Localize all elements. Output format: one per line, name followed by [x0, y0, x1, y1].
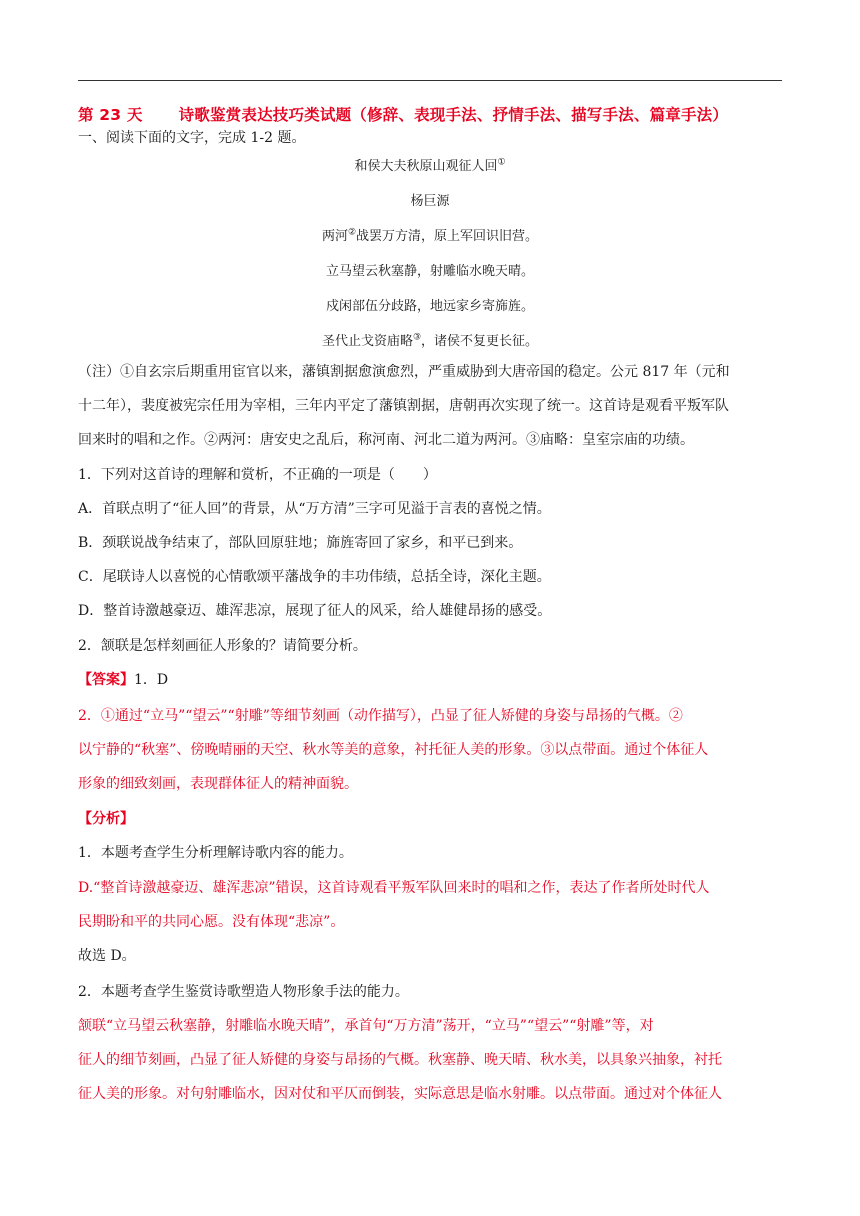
option-c: C．尾联诗人以喜悦的心情歌颂平藩战争的丰功伟绩，总括全诗，深化主题。: [78, 569, 551, 585]
note-line: 回来时的唱和之作。②两河：唐安史之乱后，称河南、河北二道为两河。③庙略：皇室宗庙的功绩。: [78, 432, 694, 448]
question-2-stem: 2．颔联是怎样刻画征人形象的？请简要分析。: [78, 638, 367, 654]
poem-line-2: 立马望云秋塞静，射雕临水晚天晴。: [325, 264, 534, 279]
analysis-p2-line: 颔联“立马望云秋塞静，射雕临水晚天晴”，承首句“万方清”荡开，“立马”“望云”“射雕”等，对: [78, 1018, 654, 1034]
answer-q1: 1．D: [134, 672, 169, 688]
analysis-p1: 1．本题考查学生分析理解诗歌内容的能力。: [78, 845, 353, 861]
footnote-marker: ①: [497, 157, 506, 168]
option-a: A．首联点明了“征人回”的背景，从“万方清”三字可见溢于言表的喜悦之情。: [78, 501, 551, 517]
day-label: 第 23 天: [78, 106, 143, 124]
answer-line: [78, 670, 168, 690]
footnote-marker: ②: [347, 227, 357, 238]
footnote-marker: ③: [412, 332, 422, 343]
note-line: 十二年），裴度被宪宗任用为宰相，三年内平定了藩镇割据，唐朝再次实现了统一。这首诗是观看平叛军队: [78, 398, 729, 414]
analysis-d-line: D.“整首诗激越豪迈、雄浑悲凉”错误，这首诗观看平叛军队回来时的唱和之作，表达了作者所处时代人: [78, 880, 710, 896]
analysis-p2-line: 征人的细节刻画，凸显了征人矫健的身姿与昂扬的气概。秋塞静、晚天晴、秋水美，以具象兴抽象，衬托: [78, 1052, 722, 1068]
header-rule: [78, 80, 782, 81]
poem-line-1: 两河②战罢万方清，原上军回识旧营。: [321, 227, 539, 244]
note-line: （注）①自玄宗后期重用宦官以来，藩镇割据愈演愈烈，严重威胁到大唐帝国的稳定。公元 817 年（元和: [78, 364, 730, 380]
analysis-p2: 2．本题考查学生鉴赏诗歌塑造人物形象手法的能力。: [78, 984, 409, 1000]
poem-line-3: 戍闲部伍分歧路，地远家乡寄旆旌。: [325, 299, 534, 314]
answer-q2-line: 2．①通过“立马”“望云”“射雕”等细节刻画（动作描写），凸显了征人矫健的身姿与昂扬的气概。②: [78, 708, 683, 724]
poem-title: 和侯大夫秋原山观征人回①: [354, 157, 506, 174]
analysis-p2-line: 征人美的形象。对句射雕临水，因对仗和平仄而倒装，实际意思是临水射雕。以点带面。通过对个体征人: [78, 1086, 722, 1102]
answer-label: 【答案】: [78, 672, 134, 688]
option-b: B．颈联说战争结束了，部队回原驻地；旆旌寄回了家乡，和平已到来。: [78, 535, 523, 551]
analysis-d-line: 民期盼和平的共同心愿。没有体现“悲凉”。: [78, 914, 345, 930]
analysis-choose: 故选 D。: [78, 948, 136, 964]
poem-line-4: 圣代止戈资庙略③，诸侯不复更长征。: [321, 332, 539, 349]
option-d: D．整首诗激越豪迈、雄浑悲凉，展现了征人的风采，给人雄健昂扬的感受。: [78, 603, 552, 619]
topic-title: 诗歌鉴赏表达技巧类试题（修辞、表现手法、抒情手法、描写手法、篇章手法）: [178, 106, 729, 124]
answer-q2-line: 以宁静的“秋塞”、傍晚晴丽的天空、秋水等美的意象，衬托征人美的形象。③以点带面。通过个体征人: [78, 742, 709, 758]
page-title: [78, 103, 798, 125]
section-intro: 一、阅读下面的文字，完成 1-2 题。: [78, 130, 306, 146]
analysis-label: 【分析】: [78, 811, 134, 827]
answer-q2-line: 形象的细致刻画，表现群体征人的精神面貌。: [78, 776, 358, 792]
poem-author: 杨巨源: [410, 194, 450, 209]
question-1-stem: 1．下列对这首诗的理解和赏析，不正确的一项是（ ）: [78, 467, 437, 483]
